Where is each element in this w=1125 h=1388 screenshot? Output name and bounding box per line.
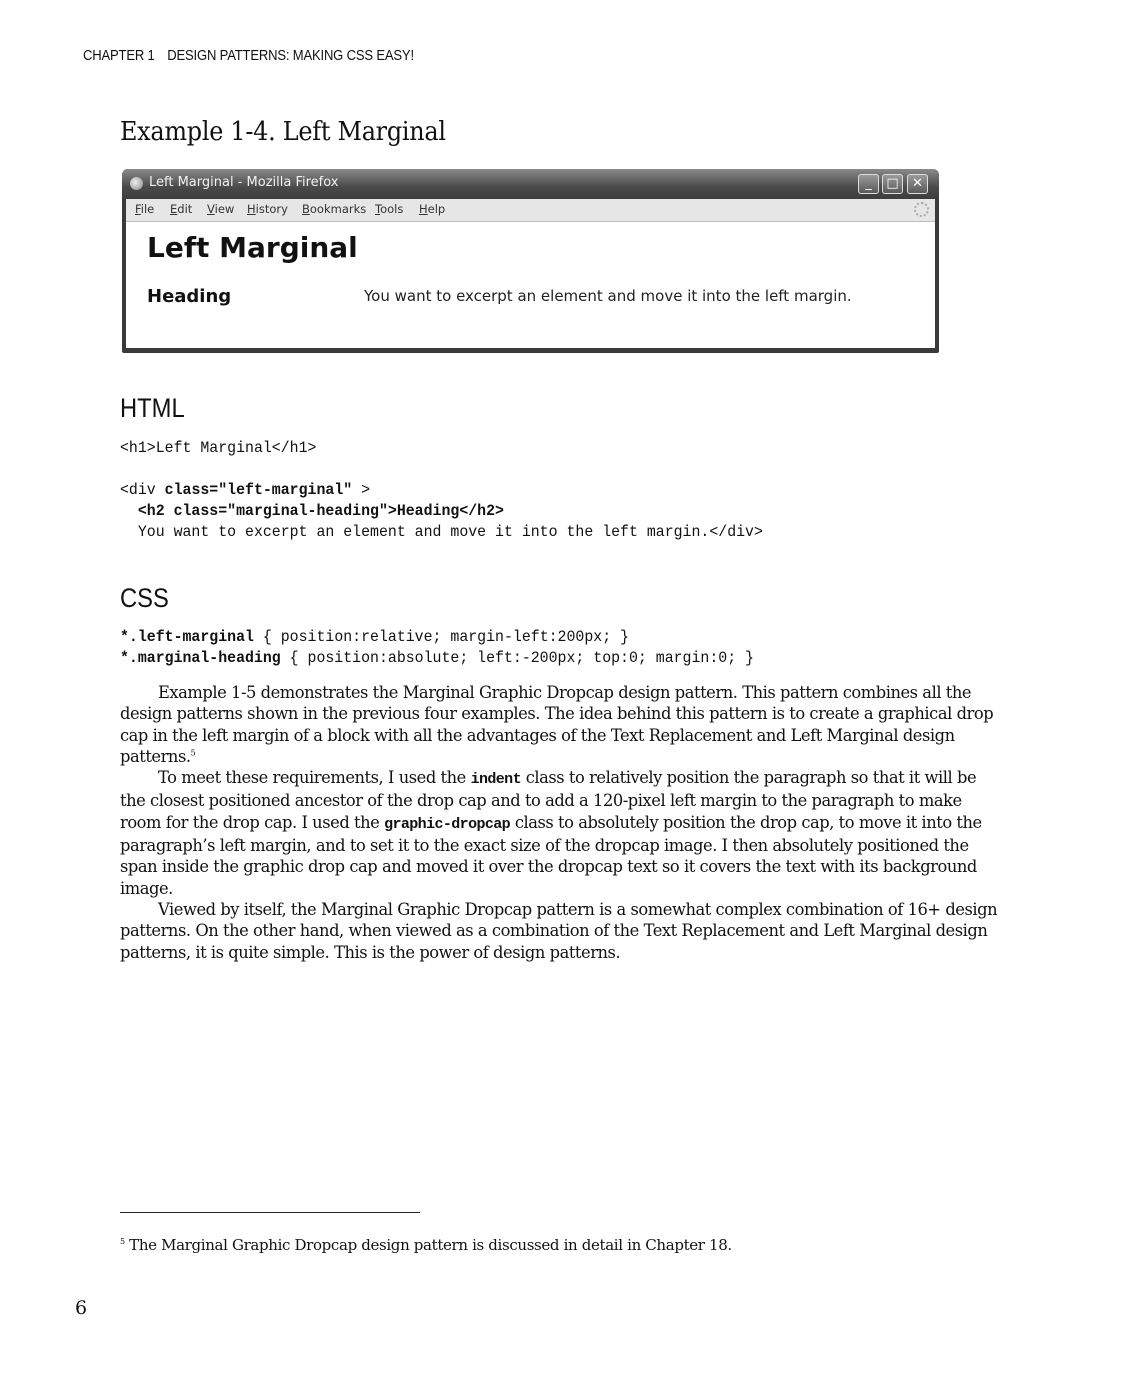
code-line: > xyxy=(352,481,371,499)
menu-bookmarks[interactable]: Bookmarks xyxy=(302,202,367,216)
css-selector: *.marginal-heading xyxy=(120,649,281,667)
footnote xyxy=(120,1236,732,1254)
close-button[interactable]: ✕ xyxy=(907,174,928,194)
paragraph xyxy=(120,682,1000,767)
css-code-block xyxy=(120,627,754,669)
rendered-h1: Left Marginal xyxy=(147,231,358,264)
menu-view[interactable]: View xyxy=(207,202,235,216)
css-declarations: { position:absolute; left:-200px; top:0; margin:0; } xyxy=(280,649,754,667)
footnote-reference[interactable]: 5 xyxy=(190,748,196,758)
menu-tools[interactable]: Tools xyxy=(375,202,404,216)
html-section-heading: HTML xyxy=(120,393,185,423)
browser-viewport xyxy=(126,222,935,348)
example-title: Example 1-4. Left Marginal xyxy=(120,117,446,147)
running-header xyxy=(83,48,414,64)
browser-window-screenshot xyxy=(122,169,939,353)
page-number: 6 xyxy=(75,1297,88,1319)
footnote-text: The Marginal Graphic Dropcap design pattern is discussed in detail in Chapter 18. xyxy=(124,1236,732,1254)
chapter-label: CHAPTER 1 xyxy=(83,48,155,64)
paragraph-text: class to relatively position the paragraph so that it will be the closest positioned ancestor of the drop cap and to add a 120-pixel left margin to the paragraph to make room for the drop cap. I used the xyxy=(120,768,977,832)
firefox-logo-icon xyxy=(130,177,143,190)
footnote-divider xyxy=(120,1212,420,1213)
code-line: You want to excerpt an element and move it into the left margin.</div> xyxy=(120,523,763,541)
css-selector: *.left-marginal xyxy=(120,628,254,646)
menu-edit[interactable]: Edit xyxy=(170,202,193,216)
window-title: Left Marginal - Mozilla Firefox xyxy=(149,175,339,190)
window-titlebar xyxy=(122,169,939,199)
code-emphasis: <h2 class="marginal-heading">Heading</h2> xyxy=(137,502,504,520)
maximize-button[interactable]: □ xyxy=(882,174,903,194)
menu-bar xyxy=(126,199,935,222)
throbber-icon xyxy=(914,202,929,217)
code-emphasis: class="left-marginal" xyxy=(164,481,353,499)
minimize-button[interactable]: _ xyxy=(858,174,879,194)
rendered-marginal-heading: Heading xyxy=(147,286,232,307)
code-line: <h1>Left Marginal</h1> xyxy=(120,439,317,457)
inline-code: graphic-dropcap xyxy=(384,815,511,833)
code-line: <div xyxy=(120,481,165,499)
paragraph: Viewed by itself, the Marginal Graphic Dropcap pattern is a somewhat complex combination of 16+ design patterns. On the other hand, when viewed as a combination of the Text Replacement and Left Marginal design patterns, it is quite simple. This is the power of design patterns. xyxy=(120,899,998,962)
rendered-paragraph: You want to excerpt an element and move it into the left margin. xyxy=(364,287,852,305)
chapter-title: DESIGN PATTERNS: MAKING CSS EASY! xyxy=(167,48,414,64)
code-indent xyxy=(120,502,138,520)
footnote-marker: 5 xyxy=(120,1237,125,1246)
css-section-heading: CSS xyxy=(120,583,169,613)
menu-file[interactable]: File xyxy=(135,202,155,216)
body-text xyxy=(120,682,1000,963)
paragraph xyxy=(120,767,1000,899)
html-code-block xyxy=(120,438,763,543)
paragraph-text: Example 1-5 demonstrates the Marginal Graphic Dropcap design pattern. This pattern combines all the design patterns shown in the previous four examples. The idea behind this pattern is to create a graphical drop cap in the left margin of a block with all the advantages of the Text Replacement and Left Marginal design patterns. xyxy=(120,683,994,766)
menu-help[interactable]: Help xyxy=(419,202,446,216)
menu-history[interactable]: History xyxy=(247,202,288,216)
paragraph-text: class to absolutely position the drop cap, to move it into the paragraph’s left margin, and to set it to the exact size of the dropcap image. I then absolutely positioned the span inside the graphic drop cap and moved it over the dropcap text so it covers the text with its background image. xyxy=(120,812,982,898)
css-declarations: { position:relative; margin-left:200px; } xyxy=(253,628,629,646)
paragraph-text: To meet these requirements, I used the xyxy=(158,768,471,788)
inline-code: indent xyxy=(470,771,521,789)
